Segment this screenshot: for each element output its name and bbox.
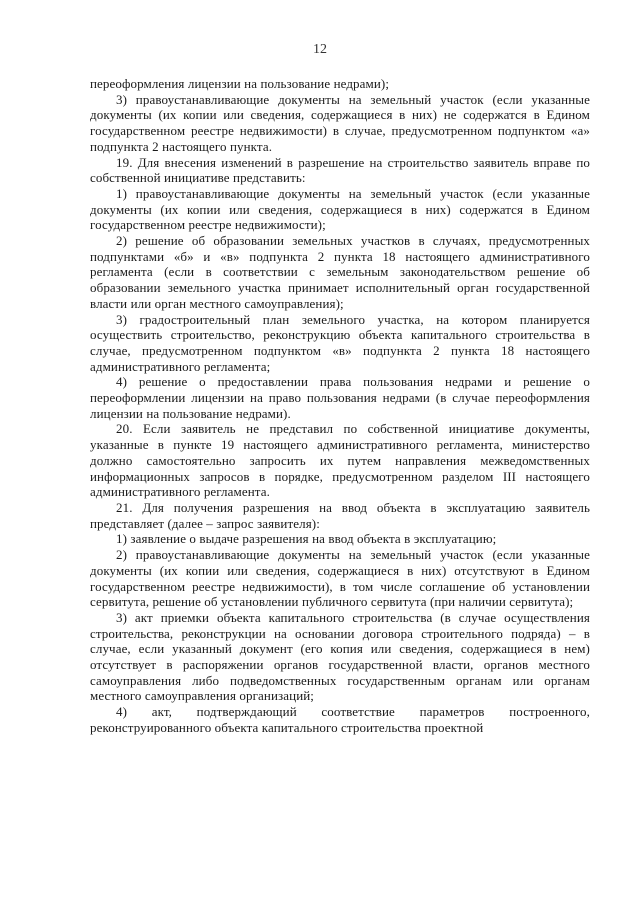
document-body xyxy=(90,76,590,736)
paragraph-18-item-3: 3) правоустанавливающие документы на земельный участок (если указанные документы (их копии или сведения, содержащиеся в них) не содержатся в Едином государственном реестре недвижимости) в случае, предусмотренном подпунктом «а» подпункта 2 настоящего пункта. xyxy=(90,91,590,154)
paragraph-21-item-2: 2) правоустанавливающие документы на земельный участок (если указанные документы (их копии или сведения, содержащиеся в них) отсутствуют в Едином государственном реестре недвижимости), в том числе соглашение об установлении сервитута, решение об установлении публичного сервитута (при наличии сервитута); xyxy=(90,547,590,610)
paragraph-19-item-2: 2) решение об образовании земельных участков в случаях, предусмотренных подпунктами «б» и «в» подпункта 2 пункта 18 настоящего административного регламента (если в соответствии с земельным законодательством решение об образовании земельного участка принимает исполнительный орган государственной власти или орган местного самоуправления); xyxy=(90,233,590,311)
paragraph-19: 19. Для внесения изменений в разрешение на строительство заявитель вправе по собственной инициативе представить: xyxy=(90,154,590,186)
paragraph-19-item-1: 1) правоустанавливающие документы на земельный участок (если указанные документы (их копии или сведения, содержащиеся в них) содержатся в Едином государственном реестре недвижимости); xyxy=(90,185,590,233)
paragraph-21-item-4: 4) акт, подтверждающий соответствие параметров построенного, реконструированного объекта капитального строительства проектной xyxy=(90,704,590,735)
paragraph-21: 21. Для получения разрешения на ввод объекта в эксплуатацию заявитель представляет (далее – запрос заявителя): xyxy=(90,499,590,531)
paragraph-21-item-1: 1) заявление о выдаче разрешения на ввод объекта в эксплуатацию; xyxy=(116,531,497,547)
paragraph-continuation: переоформления лицензии на пользование недрами); xyxy=(90,76,390,91)
paragraph-20: 20. Если заявитель не представил по собственной инициативе документы, указанные в пункте 19 настоящего административного регламента, министерство должно самостоятельно запросить их путем направления межведомственных информационных запросов в порядке, предусмотренном разделом III настоящего административного регламента. xyxy=(90,421,590,500)
paragraph-21-item-3: 3) акт приемки объекта капитального строительства (в случае осуществления строительства, реконструкции на основании договора строительного подряда) – в случае, если указанный документ (его копия или сведения, содержащиеся в нем) отсутствует в распоряжении органов государственной власти, органов местного самоуправления либо подведомственных государственным органам или органам местного самоуправления организаций; xyxy=(90,609,590,704)
page-number: 12 xyxy=(313,42,327,57)
paragraph-19-item-4: 4) решение о предоставлении права пользования недрами и решение о переоформлении лицензии на право пользования недрами (в случае переоформления лицензии на пользование недрами). xyxy=(90,374,590,421)
paragraph-19-item-3: 3) градостроительный план земельного участка, на котором планируется осуществить строительство, реконструкцию объекта капитального строительства в случае, предусмотренном подпунктом «в» подпункта 2 пункта 18 настоящего административного регламента; xyxy=(90,311,590,374)
